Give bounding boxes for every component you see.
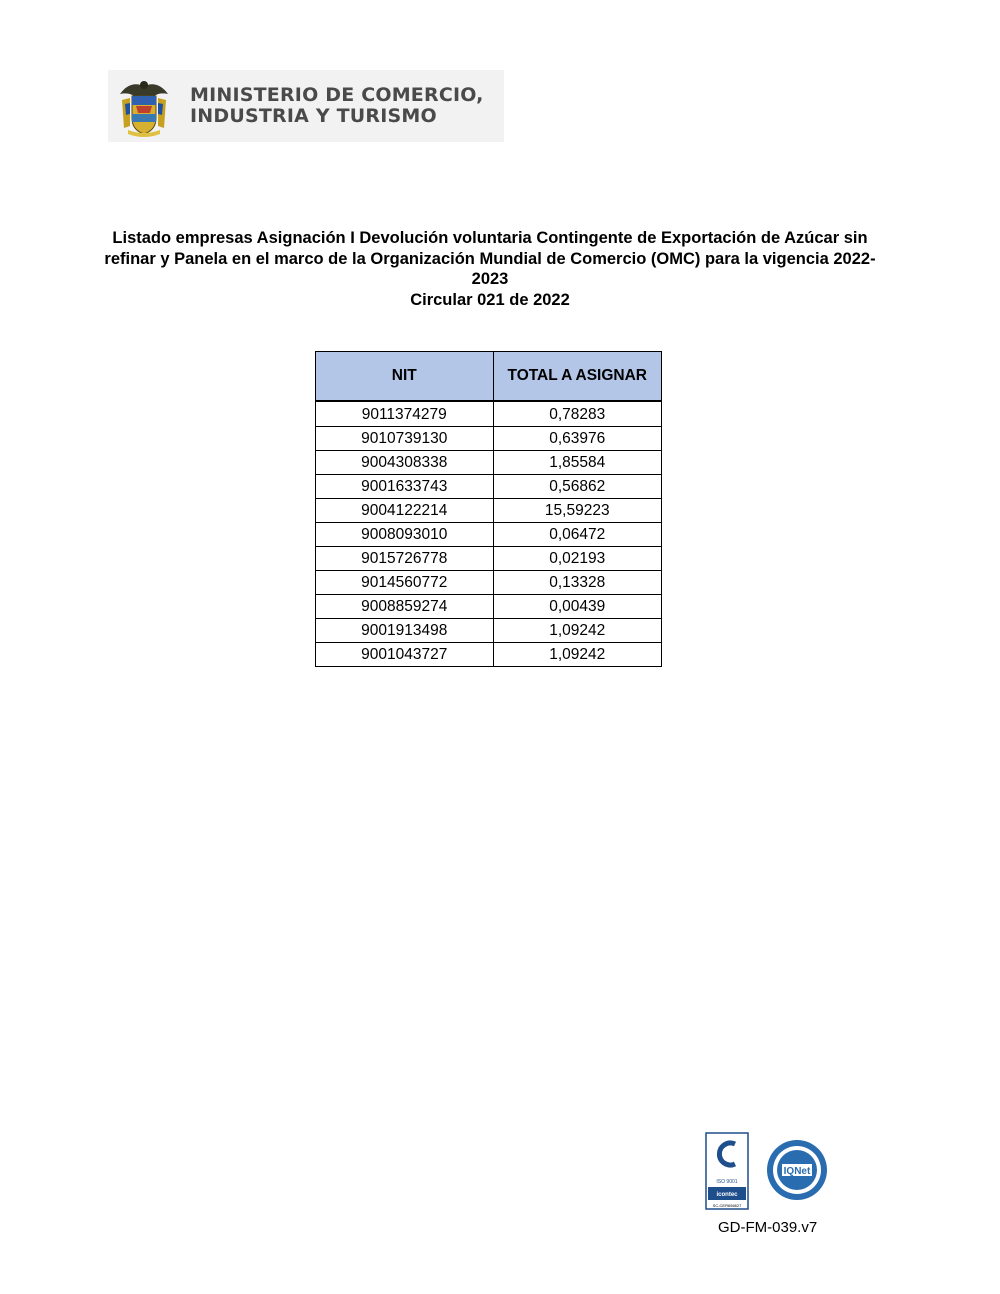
nit-cell: 9001043727 [316,643,494,667]
title-line3: 2023 [471,270,509,288]
coat-of-arms-icon [108,70,180,142]
ministry-name-line1: MINISTERIO DE COMERCIO, [190,84,484,106]
icontec-logo-icon [706,1133,748,1209]
table-header-row [316,352,662,402]
total-cell: 0,06472 [493,523,662,547]
nit-cell: 9015726778 [316,547,494,571]
total-cell: 0,78283 [493,401,662,427]
total-cell: 0,02193 [493,547,662,571]
document-code: GD-FM-039.v7 [718,1219,818,1236]
iso-label: ISO 9001 [716,1179,738,1185]
total-cell: 15,59223 [493,499,662,523]
title-line2: refinar y Panela en el marco de la Organización Mundial de Comercio (OMC) para la vigencia 2022- [104,249,876,268]
icontec-label: icontec [716,1192,738,1198]
nit-cell: 9008093010 [316,523,494,547]
total-cell: 0,00439 [493,595,662,619]
table-row [316,595,662,619]
nit-cell: 9010739130 [316,427,494,451]
nit-cell: 9011374279 [316,401,494,427]
table-row [316,499,662,523]
table-row [316,401,662,427]
nit-cell: 9001633743 [316,475,494,499]
total-cell: 1,85584 [493,451,662,475]
table-row [316,451,662,475]
total-cell: 0,63976 [493,427,662,451]
total-cell: 0,13328 [493,571,662,595]
table-row [316,547,662,571]
document-title [90,228,890,310]
total-cell: 1,09242 [493,619,662,643]
ministry-name [190,85,484,127]
table-row [316,571,662,595]
iqnet-label: IQNet [783,1166,811,1177]
total-cell: 1,09242 [493,643,662,667]
allocation-table [315,351,662,667]
nit-cell: 9004122214 [316,499,494,523]
ministry-logo [108,70,504,142]
nit-cell: 9014560772 [316,571,494,595]
header-nit: NIT [316,352,494,402]
ministry-name-line2: INDUSTRIA Y TURISMO [190,105,437,127]
table-row [316,619,662,643]
certification-logos [705,1132,835,1212]
table-row [316,643,662,667]
header-total: TOTAL A ASIGNAR [493,352,662,402]
circular-number: Circular 021 de 2022 [410,290,570,309]
table-row [316,523,662,547]
total-cell: 0,56862 [493,475,662,499]
table-row [316,427,662,451]
iqnet-logo-icon [767,1140,827,1200]
cert-number: SC-CER656627 [712,1203,742,1208]
nit-cell: 9004308338 [316,451,494,475]
nit-cell: 9001913498 [316,619,494,643]
nit-cell: 9008859274 [316,595,494,619]
table-row [316,475,662,499]
title-line1: Listado empresas Asignación I Devolución voluntaria Contingente de Exportación de Azúcar sin [112,229,868,247]
